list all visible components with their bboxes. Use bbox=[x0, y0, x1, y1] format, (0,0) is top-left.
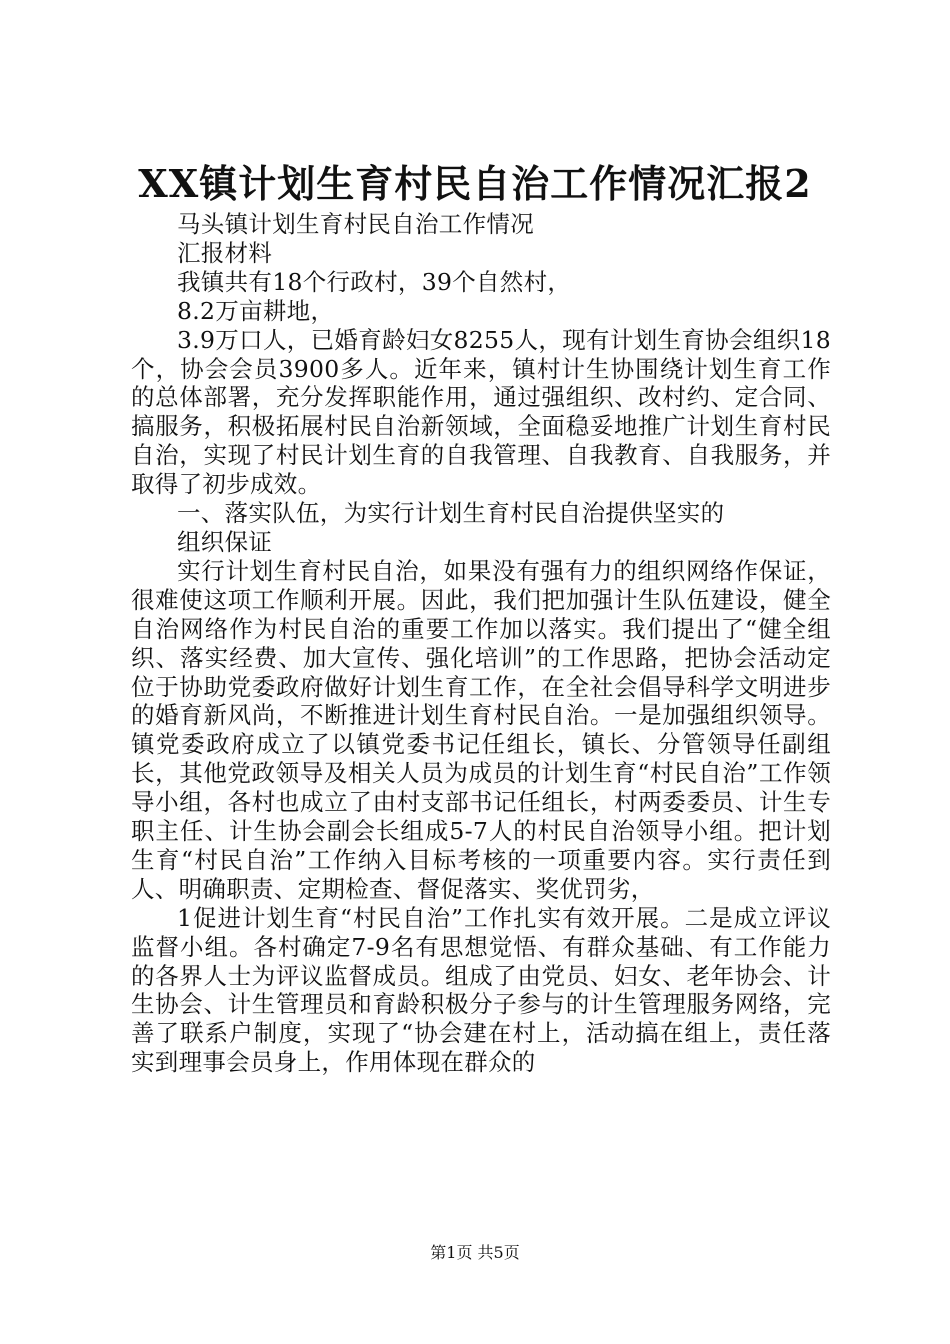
document-body bbox=[131, 210, 831, 1077]
paragraph: 3.9万口人，已婚育龄妇女8255人，现有计划生育协会组织18个，协会会员3900多人。近年来，镇村计生协围绕计划生育工作的总体部署，充分发挥职能作用，通过强组织、改村约、定合同、搞服务，积极拓展村民自治新领域，全面稳妥地推广计划生育村民自治，实现了村民计划生育的自我管理、自我教育、自我服务，并取得了初步成效。 bbox=[131, 325, 831, 499]
paragraph: 马头镇计划生育村民自治工作情况 bbox=[177, 210, 534, 238]
paragraph: 8.2万亩耕地， bbox=[177, 296, 335, 325]
document-title: XX镇计划生育村民自治工作情况汇报2 bbox=[138, 161, 812, 206]
paragraph: 汇报材料 bbox=[177, 238, 273, 267]
paragraph: 我镇共有18个行政村，39个自然村， bbox=[177, 267, 572, 296]
paragraph: 1促进计划生育“村民自治”工作扎实有效开展。二是成立评议监督小组。各村确定7-9名有思想觉悟、有群众基础、有工作能力的各界人士为评议监督成员。组成了由党员、妇女、老年协会、计生协会、计生管理员和育龄积极分子参与的计生管理服务网络，完善了联系户制度，实现了“协会建在村上，活动搞在组上，责任落实到理事会员身上，作用体现在群众的 bbox=[131, 903, 831, 1077]
paragraph: 组织保证 bbox=[177, 527, 273, 556]
paragraph: 一、落实队伍，为实行计划生育村民自治提供坚实的 bbox=[177, 499, 725, 528]
page-number-footer: 第1页 共5页 bbox=[430, 1243, 520, 1262]
paragraph: 实行计划生育村民自治，如果没有强有力的组织网络作保证，很难使这项工作顺利开展。因此，我们把加强计生队伍建设，健全自治网络作为村民自治的重要工作加以落实。我们提出了“健全组织、落实经费、加大宣传、强化培训”的工作思路，把协会活动定位于协助党委政府做好计划生育工作，在全社会倡导科学文明进步的婚育新风尚，不断推进计划生育村民自治。一是加强组织领导。镇党委政府成立了以镇党委书记任组长，镇长、分管领导任副组长，其他党政领导及相关人员为成员的计划生育“村民自治”工作领导小组，各村也成立了由村支部书记任组长，村两委委员、计生专职主任、计生协会副会长组成5-7人的村民自治领导小组。把计划生育“村民自治”工作纳入目标考核的一项重要内容。实行责任到人、明确职责、定期检查、督促落实、奖优罚劣， bbox=[131, 556, 831, 903]
